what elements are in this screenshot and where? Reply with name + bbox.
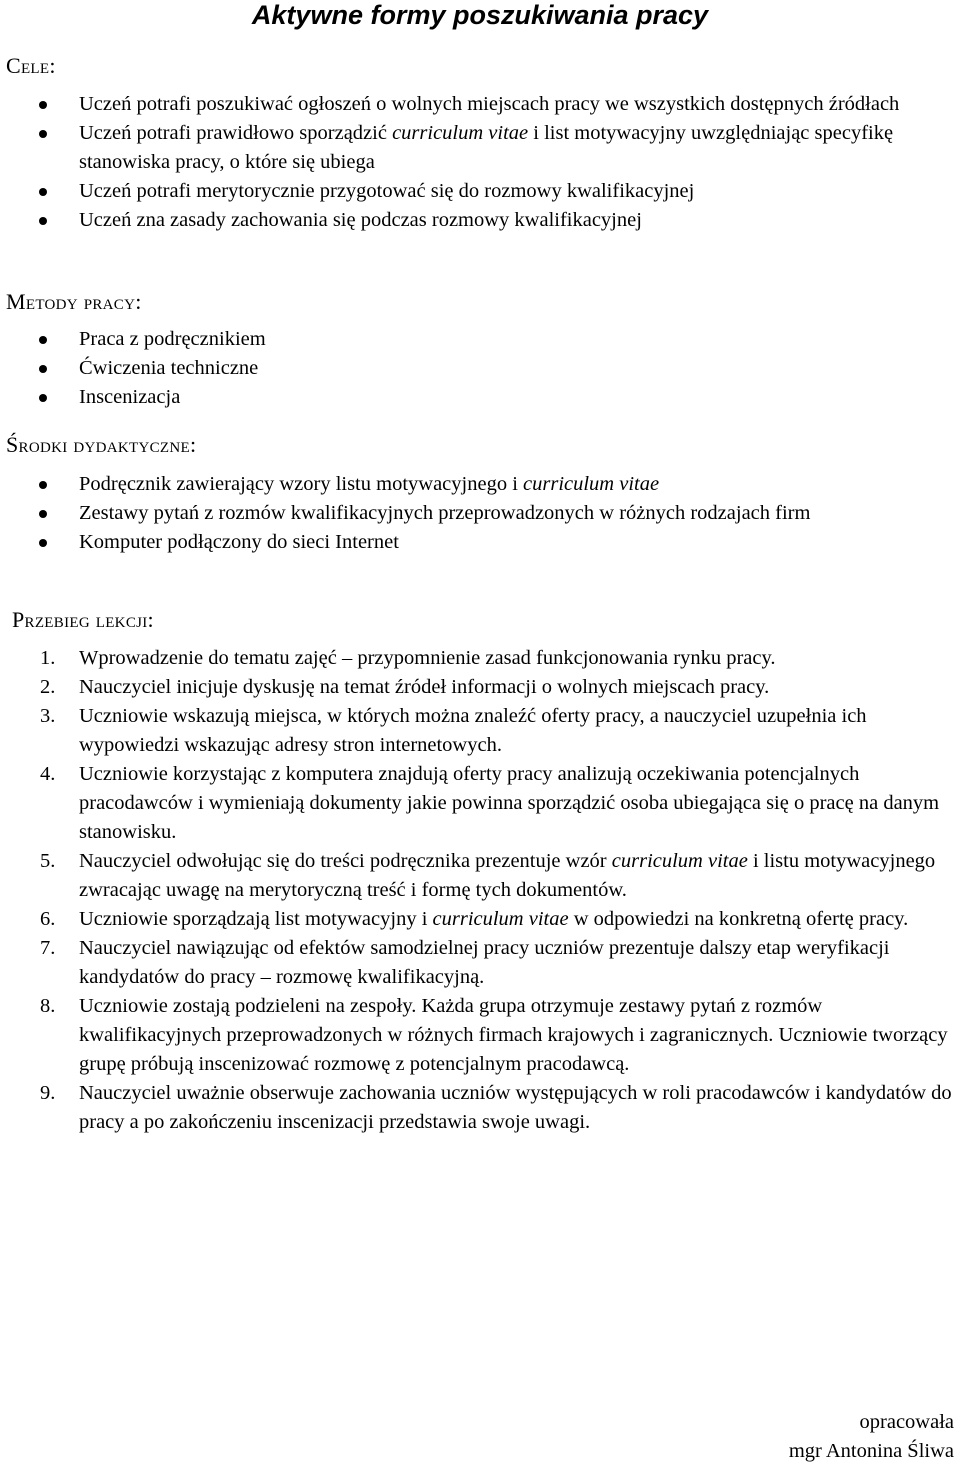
step-number: 1. <box>40 647 56 669</box>
list-cele <box>0 90 939 235</box>
lesson-step: 3. Uczniowie wskazują miejsca, w których można znaleźć oferty pracy, a nauczyciel uzupełnia ich wypowiedzi wskazując adresy stron internetowych. <box>0 702 954 760</box>
list-item: Uczeń potrafi merytorycznie przygotować się do rozmowy kwalifikacyjnej <box>0 177 939 206</box>
signature-label: opracowała <box>859 1411 954 1433</box>
list-przebieg <box>0 644 954 1137</box>
lesson-step: 4. Uczniowie korzystając z komputera znajdują oferty pracy analizują oczekiwania potencjalnych pracodawców i wymieniają dokumenty jakie powinna sporządzić osoba ubiegająca się o pracę na danym stanowisku. <box>0 760 954 847</box>
lesson-step: 8. Uczniowie zostają podzieleni na zespoły. Każda grupa otrzymuje zestawy pytań z rozmów kwalifikacyjnych przeprowadzonych w różnych firmach krajowych i zagranicznych. Uczniowie tworzący grupę próbują inscenizować rozmowę z potencjalnym pracodawcą. <box>0 992 954 1079</box>
lesson-step: 6. Uczniowie sporządzają list motywacyjny i curriculum vitae w odpowiedzi na konkretną ofertę pracy. <box>0 905 954 934</box>
lesson-step: 1. Wprowadzenie do tematu zajęć – przypomnienie zasad funkcjonowania rynku pracy. <box>0 644 954 673</box>
lesson-step: 2. Nauczyciel inicjuje dyskusję na temat źródeł informacji o wolnych miejscach pracy. <box>0 673 954 702</box>
section-heading-przebieg: Przebieg lekcji: <box>12 607 154 632</box>
list-item: Podręcznik zawierający wzory listu motywacyjnego i curriculum vitae <box>0 470 939 499</box>
section-heading-metody: Metody pracy: <box>6 289 142 314</box>
list-item: Zestawy pytań z rozmów kwalifikacyjnych przeprowadzonych w różnych rodzajach firm <box>0 499 939 528</box>
lesson-step: 9. Nauczyciel uważnie obserwuje zachowania uczniów występujących w roli pracodawców i kandydatów do pracy a po zakończeniu inscenizacji przedstawia swoje uwagi. <box>0 1079 954 1137</box>
list-item: Praca z podręcznikiem <box>0 325 939 354</box>
list-metody <box>0 325 939 412</box>
list-item: Uczeń zna zasady zachowania się podczas rozmowy kwalifikacyjnej <box>0 206 939 235</box>
step-number: 8. <box>40 995 56 1017</box>
document-title: Aktywne formy poszukiwania pracy <box>251 0 709 30</box>
step-number: 2. <box>40 676 56 698</box>
step-number: 3. <box>40 705 56 727</box>
step-number: 4. <box>40 763 56 785</box>
step-number: 9. <box>40 1082 56 1104</box>
list-item: Uczeń potrafi prawidłowo sporządzić curriculum vitae i list motywacyjny uwzględniając specyfikę stanowiska pracy, o które się ubiega <box>0 119 939 177</box>
signature-name: mgr Antonina Śliwa <box>788 1440 954 1462</box>
list-item: Komputer podłączony do sieci Internet <box>0 528 939 557</box>
section-heading-srodki: Środki dydaktyczne: <box>6 432 197 457</box>
step-number: 5. <box>40 850 56 872</box>
step-number: 7. <box>40 937 56 959</box>
lesson-step: 7. Nauczyciel nawiązując od efektów samodzielnej pracy uczniów prezentuje dalszy etap weryfikacji kandydatów do pracy – rozmowę kwalifikacyjną. <box>0 934 954 992</box>
step-number: 6. <box>40 908 56 930</box>
section-heading-cele: Cele: <box>6 53 56 78</box>
list-item: Inscenizacja <box>0 383 939 412</box>
list-item: Ćwiczenia techniczne <box>0 354 939 383</box>
list-srodki <box>0 470 939 557</box>
list-item: Uczeń potrafi poszukiwać ogłoszeń o wolnych miejscach pracy we wszystkich dostępnych źródłach <box>0 90 939 119</box>
lesson-step: 5. Nauczyciel odwołując się do treści podręcznika prezentuje wzór curriculum vitae i listu motywacyjnego zwracając uwagę na merytoryczną treść i formę tych dokumentów. <box>0 847 954 905</box>
